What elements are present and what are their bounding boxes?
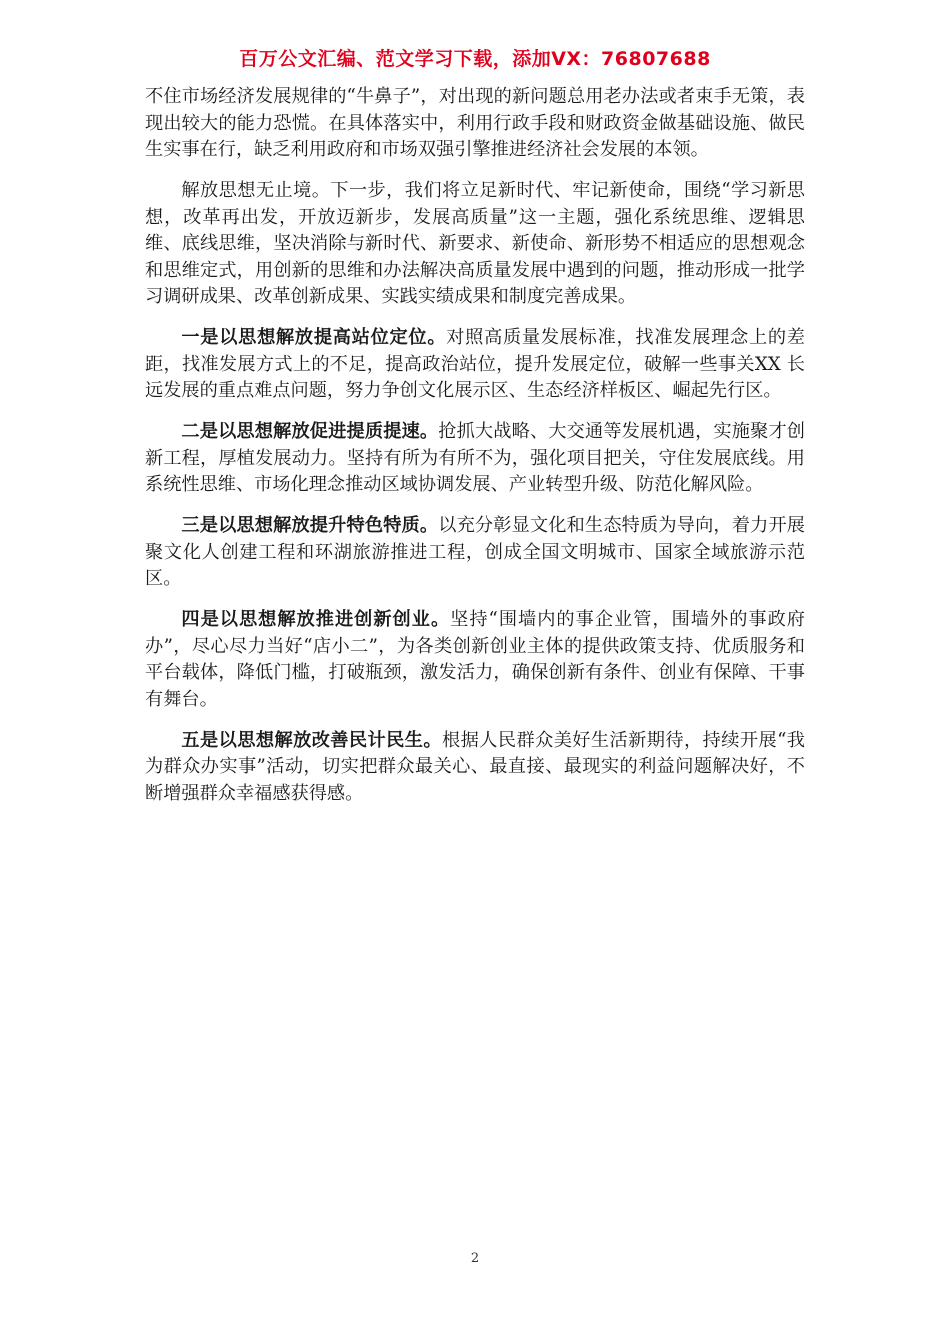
page-number: 2 [470, 1251, 480, 1266]
paragraph-point-2 [145, 419, 805, 499]
paragraph-text: 对照高质量发展标准，找准发展理念上的差距，找准发展方式上的不足，提高政治站位，提升发展定位，破解一些事关XX 长远发展的重点难点问题，努力争创文化展示区、生态经济样板区、崛起先行区。 [145, 327, 805, 401]
paragraph-continued [145, 84, 805, 164]
paragraph-point-3 [145, 513, 805, 593]
paragraph-next-steps [145, 178, 805, 311]
paragraph-lead: 一是以思想解放提高站位定位。 [181, 327, 447, 348]
paragraph-lead: 四是以思想解放推进创新创业。 [181, 609, 451, 630]
paragraph-text: 解放思想无止境。下一步，我们将立足新时代、牢记新使命，围绕“学习新思想，改革再出发，开放迈新步，发展高质量”这一主题，强化系统思维、逻辑思维、底线思维，坚决消除与新时代、新要求、新使命、新形势不相适应的思想观念和思维定式，用创新的思维和办法解决高质量发展中遇到的问题，推动形成一批学习调研成果、改革创新成果、实践实绩成果和制度完善成果。 [145, 180, 805, 307]
paragraph-text: 抢抓大战略、大交通等发展机遇，实施聚才创新工程，厚植发展动力。坚持有所为有所不为，强化项目把关，守住发展底线。用系统性思维、市场化理念推动区域协调发展、产业转型升级、防范化解风险。 [145, 421, 805, 495]
header-banner: 百万公文汇编、范文学习下载，添加VX：76807688 [239, 48, 711, 70]
paragraph-lead: 二是以思想解放促进提质提速。 [181, 421, 439, 442]
paragraph-text: 不住市场经济发展规律的“牛鼻子”，对出现的新问题总用老办法或者束手无策，表现出较大的能力恐慌。在具体落实中，利用行政手段和财政资金做基础设施、做民生实事在行，缺乏利用政府和市场双强引擎推进经济社会发展的本领。 [145, 86, 805, 160]
paragraph-text: 坚持“围墙内的事企业管，围墙外的事政府办”，尽心尽力当好“店小二”，为各类创新创业主体的提供政策支持、优质服务和平台载体，降低门槛，打破瓶颈，激发活力，确保创新有条件、创业有保障、干事有舞台。 [145, 609, 805, 710]
paragraph-text: 根据人民群众美好生活新期待，持续开展“我为群众办实事”活动，切实把群众最关心、最直接、最现实的利益问题解决好，不断增强群众幸福感获得感。 [145, 729, 805, 804]
document-body [145, 84, 805, 822]
paragraph-point-4 [145, 607, 805, 713]
paragraph-lead: 五是以思想解放改善民计民生。 [181, 729, 442, 751]
paragraph-point-5 [145, 728, 805, 808]
paragraph-point-1 [145, 325, 805, 405]
paragraph-lead: 三是以思想解放提升特色特质。 [181, 515, 439, 536]
paragraph-text: 以充分彰显文化和生态特质为导向，着力开展聚文化人创建工程和环湖旅游推进工程，创成全国文明城市、国家全域旅游示范区。 [145, 515, 805, 589]
